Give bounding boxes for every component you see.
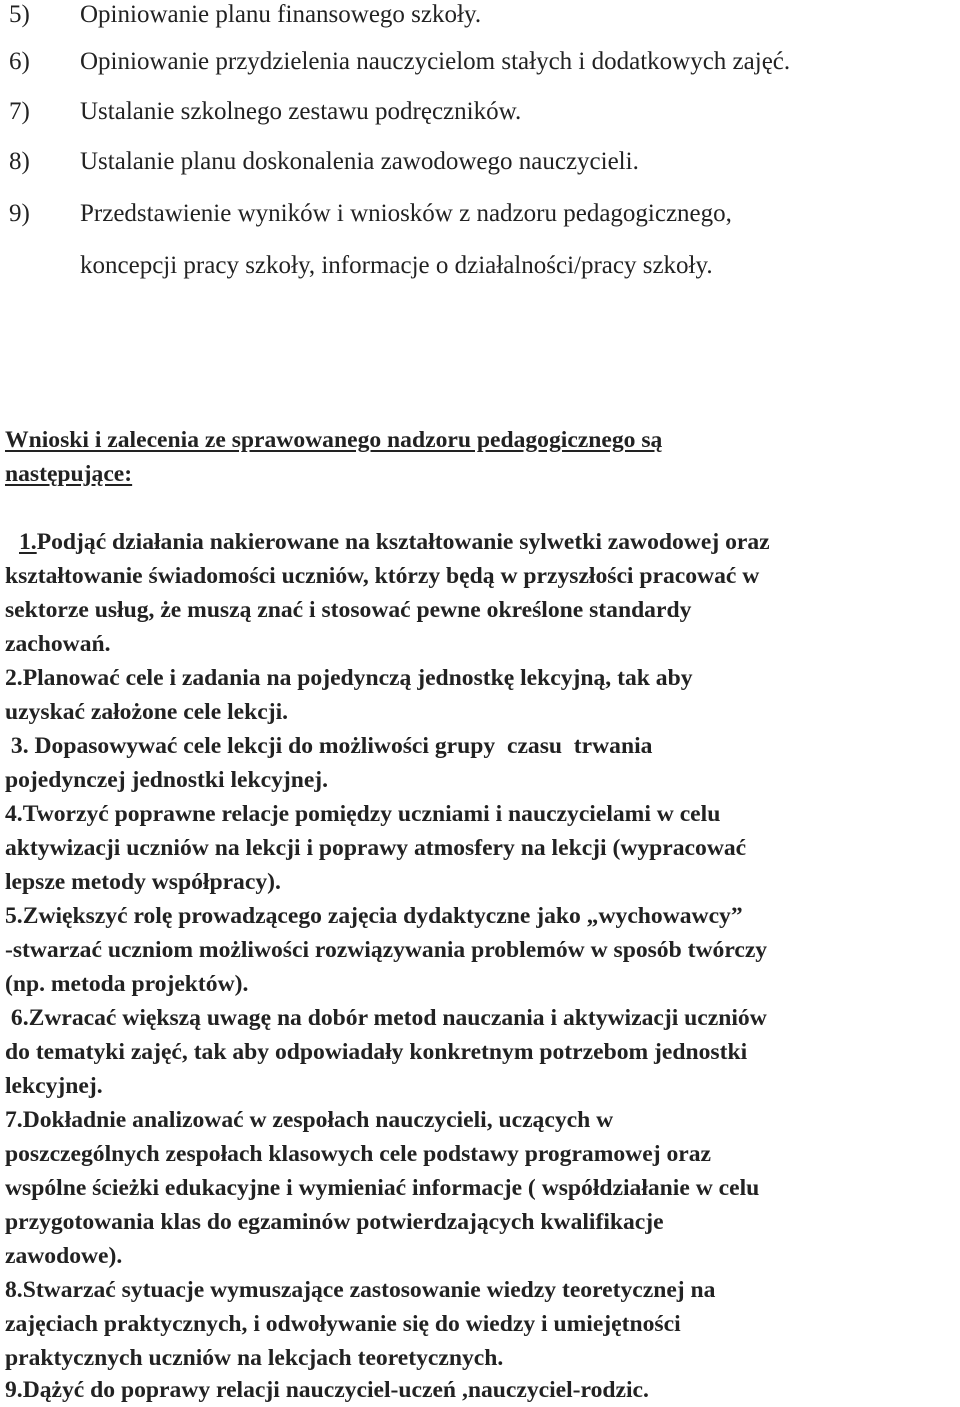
list-item-text: Opiniowanie przydzielenia nauczycielom stałych i dodatkowych zajęć.: [80, 48, 791, 75]
item-text: pojedynczej jednostki lekcyjnej.: [5, 767, 329, 793]
item-number: 7.: [5, 1107, 23, 1133]
item-text: poszczególnych zespołach klasowych cele podstawy programowej oraz: [5, 1141, 711, 1167]
item-text: zawodowe).: [5, 1243, 123, 1269]
recommendation-item: [5, 525, 770, 559]
item-text: (np. metoda projektów).: [5, 971, 249, 997]
item-text: zajęciach praktycznych, i odwoływanie się do wiedzy i umiejętności: [5, 1311, 681, 1337]
list-item: [9, 97, 521, 127]
list-item-number: 8): [9, 148, 30, 175]
item-text: Tworzyć poprawne relacje pomiędzy uczniami i nauczycielami w celu: [22, 801, 721, 827]
item-text: Dokładnie analizować w zespołach nauczycieli, uczących w: [22, 1107, 614, 1133]
item-number: 3.: [5, 733, 29, 759]
item-text: Dopasowywać cele lekcji do możliwości grupy czasu trwania: [28, 733, 653, 759]
item-number: 1.: [19, 529, 37, 555]
item-text: uzyskać założone cele lekcji.: [5, 699, 289, 725]
list-item: [9, 147, 639, 177]
item-text: praktycznych uczniów na lekcjach teoretycznych.: [5, 1345, 504, 1371]
list-item-number: 7): [9, 98, 30, 125]
list-item: [9, 47, 790, 77]
item-text: wspólne ścieżki edukacyjne i wymieniać informacje ( współdziałanie w celu: [5, 1175, 760, 1201]
recommendation-item: [5, 1001, 767, 1035]
list-item-number: 9): [9, 200, 30, 227]
section-heading: Wnioski i zalecenia ze sprawowanego nadzoru pedagogicznego są: [5, 427, 663, 453]
list-item: [9, 199, 732, 229]
recommendation-item: [5, 899, 743, 933]
item-number: 6.: [5, 1005, 29, 1031]
list-item-text: Przedstawienie wyników i wniosków z nadzoru pedagogicznego,: [80, 200, 732, 227]
item-number: 5.: [5, 903, 23, 929]
list-item-text: Opiniowanie planu finansowego szkoły.: [80, 1, 482, 28]
item-number: 9.: [5, 1377, 23, 1403]
item-number: 8.: [5, 1277, 23, 1303]
item-text: kształtowanie świadomości uczniów, którzy będą w przyszłości pracować w: [5, 563, 760, 589]
recommendation-item: [5, 1273, 715, 1307]
list-item-continuation: koncepcji pracy szkoły, informacje o działalności/pracy szkoły.: [80, 252, 713, 279]
recommendation-item: [5, 729, 652, 763]
list-item: [9, 0, 481, 30]
list-item-text: Ustalanie szkolnego zestawu podręczników.: [80, 98, 522, 125]
item-text: przygotowania klas do egzaminów potwierdzających kwalifikacje: [5, 1209, 664, 1235]
recommendation-item: [5, 1373, 649, 1407]
item-text: aktywizacji uczniów na lekcji i poprawy atmosfery na lekcji (wypracować: [5, 835, 747, 861]
item-text: Zwracać większą uwagę na dobór metod nauczania i aktywizacji uczniów: [28, 1005, 767, 1031]
list-item-number: 5): [9, 1, 30, 28]
recommendation-item: [5, 661, 693, 695]
item-text: do tematyki zajęć, tak aby odpowiadały konkretnym potrzebom jednostki: [5, 1039, 748, 1065]
item-text: -stwarzać uczniom możliwości rozwiązywania problemów w sposób twórczy: [5, 937, 768, 963]
item-text: sektorze usług, że muszą znać i stosować pewne określone standardy: [5, 597, 692, 623]
item-text: Stwarzać sytuacje wymuszające zastosowanie wiedzy teoretycznej na: [22, 1277, 716, 1303]
item-number: 4.: [5, 801, 23, 827]
item-text: zachowań.: [5, 631, 111, 657]
item-text: Podjąć działania nakierowane na kształtowanie sylwetki zawodowej oraz: [36, 529, 770, 555]
list-item-number: 6): [9, 48, 30, 75]
item-text: Zwiększyć rolę prowadzącego zajęcia dydaktyczne jako „wychowawcy”: [22, 903, 743, 929]
item-text: lepsze metody współpracy).: [5, 869, 281, 895]
item-text: Planować cele i zadania na pojedynczą jednostkę lekcyjną, tak aby: [22, 665, 693, 691]
list-item-text: Ustalanie planu doskonalenia zawodowego nauczycieli.: [80, 148, 639, 175]
item-text: Dążyć do poprawy relacji nauczyciel-uczeń ,nauczyciel-rodzic.: [22, 1377, 649, 1403]
item-text: lekcyjnej.: [5, 1073, 103, 1099]
item-number: 2.: [5, 665, 23, 691]
section-heading-continued: następujące:: [5, 461, 133, 487]
recommendation-item: [5, 797, 720, 831]
recommendation-item: [5, 1103, 613, 1137]
